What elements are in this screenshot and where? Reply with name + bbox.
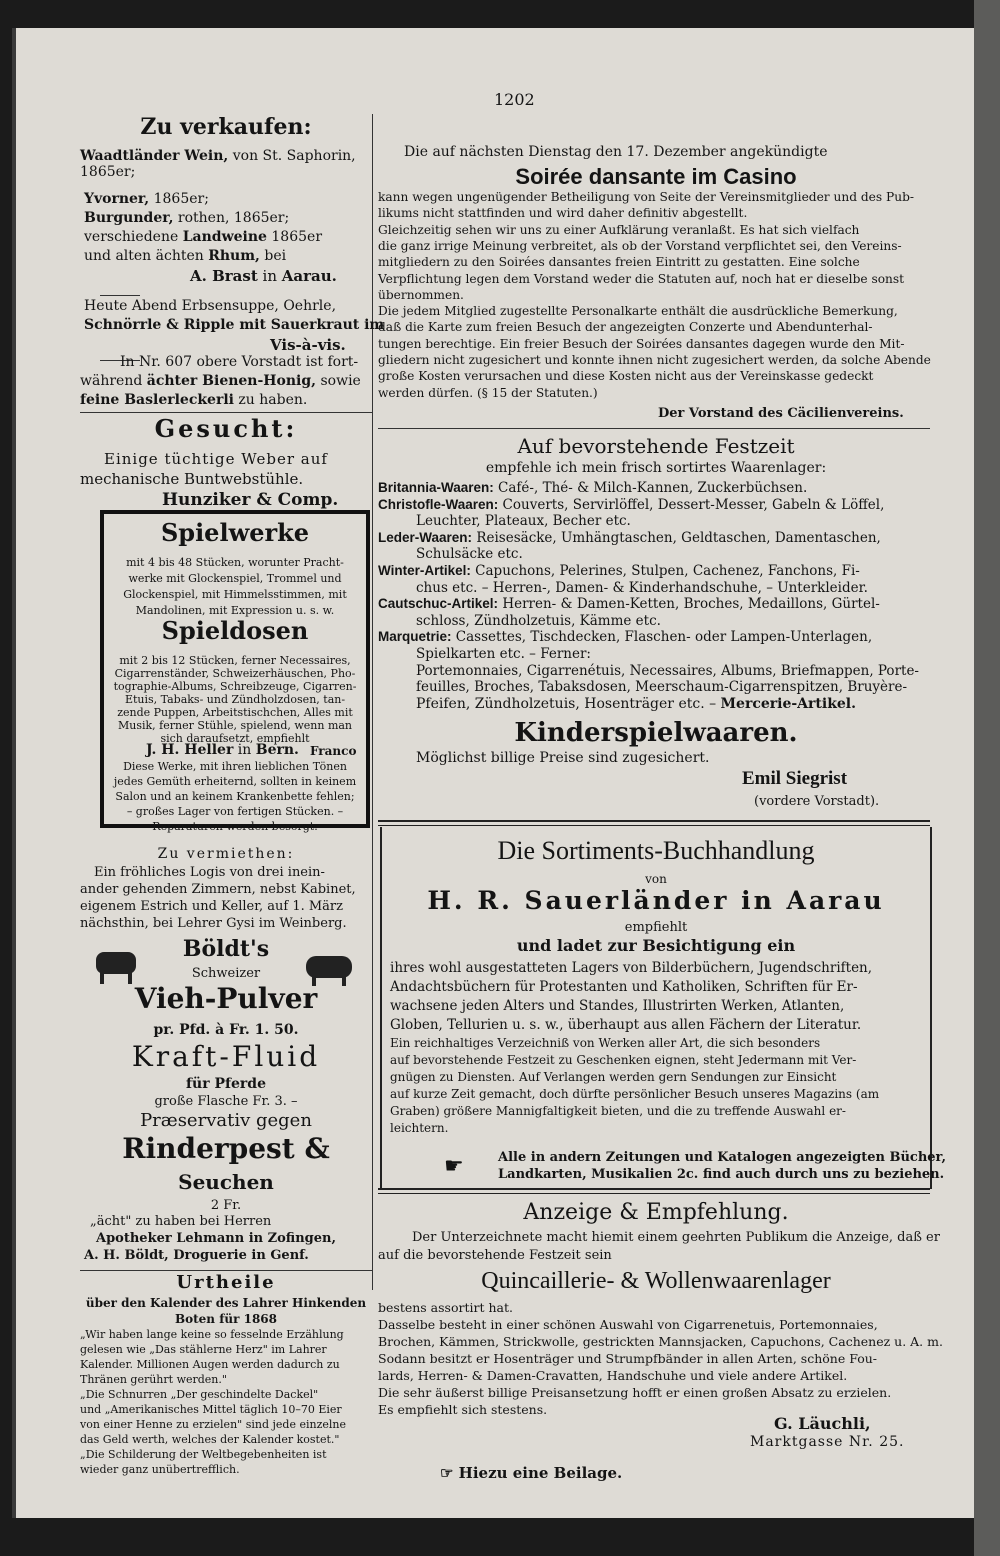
boldt-line-2: Apotheker Lehmann in Zofingen, xyxy=(96,1231,337,1246)
text-line: Es empfiehlt sich stestens. xyxy=(378,1402,548,1417)
boldt-product: Vieh-Pulver xyxy=(134,982,318,1015)
text-line: kann wegen ungenügender Betheiligung von Seite der Vereinsmitglieder und des Pub- xyxy=(378,190,914,204)
boldt-seuchen: Seuchen xyxy=(178,1170,274,1194)
festzeit-item-label: Cautschuc-Artikel: xyxy=(378,596,499,612)
pointing-hand-icon: ☞ xyxy=(440,1464,459,1482)
text-line: übernommen. xyxy=(378,287,464,302)
text-line: auf bevorstehende Festzeit zu Geschenken eignen, steht Jedermann mit Ver- xyxy=(390,1053,857,1067)
text-line: gelesen wie „Das stählerne Herz" im Lahrer xyxy=(80,1343,327,1356)
page-number: 1202 xyxy=(494,90,535,109)
buchhandlung-name: H. R. Sauerländer in Aarau xyxy=(427,886,885,915)
festzeit-address: (vordere Vorstadt). xyxy=(754,794,880,809)
buchhandlung-p3-line-2: Landkarten, Musikalien 2c. find auch durch uns zu beziehen. xyxy=(498,1167,945,1182)
verkaufen-line-5: und alten ächten Rhum, bei xyxy=(84,248,287,264)
boldt-line-3: A. H. Böldt, Droguerie in Genf. xyxy=(84,1248,309,1263)
text-line: mit 4 bis 48 Stücken, worunter Pracht- xyxy=(126,556,344,569)
festzeit-name: Emil Siegrist xyxy=(742,768,848,789)
festzeit-item-label: Marquetrie: xyxy=(378,629,452,645)
urtheile-title: Urtheile xyxy=(176,1272,276,1293)
text-line: jedes Gemüth erheiternd, sollten in keinem xyxy=(113,775,357,788)
text-line: die ganz irrige Meinung verbreitet, als ob der Vorstand verpflichtet sei, den Vereins- xyxy=(378,238,902,253)
column-divider xyxy=(372,114,373,1290)
soiree-signature: Der Vorstand des Cäcilienvereins. xyxy=(658,406,904,421)
text-line: Die jedem Mitglied zugestellte Personalkarte enthält die ausdrückliche Bemerkung, xyxy=(378,304,898,319)
kinderspielwaaren: Kinderspielwaaren. xyxy=(514,718,798,748)
anzeige-line-2: auf die bevorstehende Festzeit sein xyxy=(378,1248,612,1263)
gesucht-title: Gesucht: xyxy=(154,414,298,443)
soiree-intro: Die auf nächsten Dienstag den 17. Dezember angekündigte xyxy=(404,144,828,160)
festzeit-item xyxy=(416,646,591,662)
honig-line-3: feine Baslerleckerli zu haben. xyxy=(80,392,308,408)
scan-edge xyxy=(974,0,1000,1556)
text-line: auf kurze Zeit gemacht, doch dürfte persönlicher Besuch unseres Magazins (am xyxy=(390,1087,880,1101)
verkaufen-line-2: Yvorner, 1865er; xyxy=(84,191,209,207)
festzeit-item xyxy=(416,513,631,529)
verkaufen-line-3: Burgunder, rothen, 1865er; xyxy=(84,210,290,226)
festzeit-item-text: feuilles, Broches, Tabaksdosen, Meerschaum-Cigarrenspitzen, Bruyère- xyxy=(416,679,908,696)
verkaufen-line-1: Waadtländer Wein, von St. Saphorin, 1865er; xyxy=(80,148,356,180)
festzeit-item xyxy=(416,679,907,695)
text-line: Thränen gerührt werden." xyxy=(80,1373,227,1386)
festzeit-item-text: Portemonnaies, Cigarrenétuis, Necessaires, Albums, Briefmappen, Porte- xyxy=(416,662,919,679)
festzeit-item-label: Winter-Artikel: xyxy=(378,563,471,578)
boldt-praes: Præservativ gegen xyxy=(140,1110,312,1131)
festzeit-item-text: Leuchter, Plateaux, Becher etc. xyxy=(416,513,631,530)
text-line: sich daraufsetzt, empfiehlt xyxy=(160,732,310,745)
festzeit-item-text: Café-, Thé- & Milch-Kannen, Zuckerbüchsen. xyxy=(493,480,808,496)
soiree-title: Soirée dansante im Casino xyxy=(515,164,797,189)
boldt-name: Böldt's xyxy=(182,936,270,962)
boldt-rinderpest: Rinderpest & xyxy=(122,1132,330,1165)
vermiethen-line-3: eigenem Estrich und Keller, auf 1. März xyxy=(80,899,343,914)
text-line: daß die Karte zum freien Besuch der angezeigten Conzerte und Abendunterhal- xyxy=(378,320,873,335)
festzeit-item-text: Cassettes, Tischdecken, Flaschen- oder Lampen-Unterlagen, xyxy=(451,629,873,646)
text-line: werke mit Glockenspiel, Trommel und xyxy=(128,572,342,585)
festzeit-item-label: Leder-Waaren: xyxy=(378,529,473,545)
rule xyxy=(378,428,930,429)
text-line: Andachtsbüchern für Protestanten und Katholiken, Schriften für Er- xyxy=(390,979,858,995)
text-line: Ein reichhaltiges Verzeichniß von Werken aller Art, die sich besonders xyxy=(390,1036,821,1050)
boldt-price-2: große Flasche Fr. 3. – xyxy=(154,1094,298,1109)
text-line: werden dürfen. (§ 15 der Statuten.) xyxy=(378,385,598,400)
text-line: gliedern nicht zugesichert und konnte ihnen nicht zugesichert werden, da solche Abende xyxy=(378,353,931,367)
festzeit-item xyxy=(378,596,880,612)
rule xyxy=(100,295,140,296)
festzeit-item-text: Capuchons, Pelerines, Stulpen, Cachenez, Fanchons, Fi- xyxy=(470,563,860,579)
boldt-kraft: Kraft-Fluid xyxy=(131,1040,321,1073)
anzeige-line-1: Der Unterzeichnete macht hiemit einem geehrten Publikum die Anzeige, daß er xyxy=(412,1230,940,1245)
text-line: Kalender. Millionen Augen werden dadurch zu xyxy=(80,1358,340,1371)
festzeit-item xyxy=(378,629,872,645)
text-line: tographie-Albums, Schreibzeuge, Cigarren- xyxy=(113,680,357,693)
text-line: lards, Herren- & Damen-Cravatten, Handschuhe und viele andere Artikel. xyxy=(378,1368,848,1383)
festzeit-item-text: Schulsäcke etc. xyxy=(416,546,523,563)
soup-line-1: Heute Abend Erbsensuppe, Oehrle, xyxy=(84,298,337,314)
text-line: Etuis, Tabaks- und Zündholzdosen, tan- xyxy=(124,693,346,706)
festzeit-item-text: chus etc. – Herren-, Damen- & Kinderhandschuhe, – Unterkleider. xyxy=(416,579,868,596)
rule xyxy=(80,412,372,413)
urtheile-sub-1: über den Kalender des Lahrer Hinkenden xyxy=(85,1296,367,1310)
ornament-rule-top xyxy=(378,820,930,826)
text-line: gnügen zu Diensten. Auf Verlangen werden gern Sendungen zur Einsicht xyxy=(390,1070,837,1084)
anzeige-name: G. Läuchli, xyxy=(774,1414,871,1433)
text-line: mitgliedern zu den Soirées dansantes freien Eintritt zu gestatten. Eine solche xyxy=(378,255,860,270)
gesucht-firm: Hunziker & Comp. xyxy=(162,490,339,510)
vermiethen-title: Zu vermiethen: xyxy=(157,846,295,862)
festzeit-item-text: Couverts, Servirlöffel, Dessert-Messer, Gabeln & Löffel, xyxy=(498,496,885,513)
festzeit-item-text: Reisesäcke, Umhängtaschen, Geldtaschen, Damentaschen, xyxy=(472,529,881,546)
text-line: Gleichzeitig sehen wir uns zu einer Aufklärung veranlaßt. Es hat sich vielfach xyxy=(378,222,860,237)
text-line: „Wir haben lange keine so fesselnde Erzählung xyxy=(80,1328,344,1341)
text-line: Verpflichtung legen dem Vorstand weder die Statuten auf, noch hat er dieselbe sonst xyxy=(378,271,905,286)
text-line: mit 2 bis 12 Stücken, ferner Necessaires, xyxy=(119,654,351,667)
gesucht-line-2: mechanische Buntwebstühle. xyxy=(80,470,304,488)
text-line: likums nicht stattfinden und wird daher definitiv abgestellt. xyxy=(378,206,748,221)
buchhandlung-empfiehlt: empfiehlt xyxy=(624,920,688,935)
text-line: tungen berechtige. Ein freier Besuch der Soirées dansantes dagegen wurde den Mit- xyxy=(378,336,905,351)
soup-line-2: Schnörrle & Ripple mit Sauerkraut im xyxy=(84,317,385,333)
festzeit-item xyxy=(378,563,860,579)
festzeit-item xyxy=(378,530,881,546)
text-line: Mandolinen, mit Expression u. s. w. xyxy=(135,604,335,617)
boldt-price-3: 2 Fr. xyxy=(210,1198,242,1213)
festzeit-item-label: Christofle-Waaren: xyxy=(378,496,499,512)
rule xyxy=(80,1270,372,1271)
text-line: Diese Werke, mit ihren lieblichen Tönen xyxy=(123,760,347,773)
text-line: Die sehr äußerst billige Preisansetzung hofft er einen großen Absatz zu erzielen. xyxy=(378,1385,892,1400)
text-line: Graben) größere Mannigfaltigkeit bieten, und die zu treffende Auswahl er- xyxy=(390,1104,846,1118)
text-line: wachsene jeden Alters und Standes, Illustrirten Werken, Atlanten, xyxy=(390,998,845,1014)
text-line: das Geld werth, welches der Kalender kostet." xyxy=(80,1433,340,1446)
festzeit-item xyxy=(416,546,523,562)
festzeit-last-line: Pfeifen, Zündholzetuis, Hosenträger etc. – Mercerie-Artikel. xyxy=(416,696,856,712)
newspaper-page xyxy=(12,28,974,1518)
festzeit-item xyxy=(378,480,807,496)
text-line: ihres wohl ausgestatteten Lagers von Bilderbüchern, Jugendschriften, xyxy=(390,960,873,976)
text-line: Glockenspiel, mit Himmelsstimmen, mit xyxy=(123,588,347,601)
spielwerke-seller: J. H. Heller in Bern. xyxy=(146,742,299,758)
text-line: Salon und an keinem Krankenbette fehlen; xyxy=(115,790,355,803)
vermiethen-line-1: Ein fröhliches Logis von drei inein- xyxy=(94,865,325,880)
text-line: zende Puppen, Arbeitstischchen, Alles mit xyxy=(117,706,353,719)
festzeit-item-text: Spielkarten etc. – Ferner: xyxy=(416,646,591,662)
text-line: Musik, ferner Stühle, spielend, wenn man xyxy=(117,719,353,732)
anzeige-address: Marktgasse Nr. 25. xyxy=(750,1434,905,1450)
festzeit-item xyxy=(416,613,661,629)
text-line: „Die Schnurren „Der geschindelte Dackel" xyxy=(80,1388,319,1401)
anzeige-big: Quincaillerie- & Wollenwaarenlager xyxy=(481,1268,831,1294)
festzeit-item-text: schloss, Zündholzetuis, Kämme etc. xyxy=(416,612,661,629)
festzeit-item xyxy=(416,663,919,679)
buchhandlung-ladet: und ladet zur Besichtigung ein xyxy=(516,936,796,955)
boldt-sub: Schweizer xyxy=(191,966,261,981)
text-line: „Die Schilderung der Weltbegebenheiten ist xyxy=(80,1448,327,1461)
text-line: Globen, Tellurien u. s. w., überhaupt aus allen Fächern der Literatur. xyxy=(390,1017,862,1033)
gesucht-line-1: Einige tüchtige Weber auf xyxy=(104,450,328,468)
festzeit-item xyxy=(378,497,884,513)
pointing-hand-icon: ☛ xyxy=(444,1154,464,1179)
festzeit-preise: Möglichst billige Preise sind zugesichert. xyxy=(416,750,710,766)
text-line: – großes Lager von fertigen Stücken. – xyxy=(126,805,344,818)
text-line: wieder ganz unübertrefflich. xyxy=(80,1463,240,1476)
beilage-note: ☞ Hiezu eine Beilage. xyxy=(440,1464,623,1482)
text-line: Dasselbe besteht in einer schönen Auswahl von Cigarrenetuis, Portemonnaies, xyxy=(378,1317,878,1332)
festzeit-item xyxy=(416,580,868,596)
text-line: Cigarrenständer, Schweizerhäuschen, Pho- xyxy=(114,667,356,680)
boldt-fuer: für Pferde xyxy=(186,1076,266,1092)
festzeit-item-text: Herren- & Damen-Ketten, Broches, Medaillons, Gürtel- xyxy=(498,596,880,613)
boldt-line-1: „ächt" zu haben bei Herren xyxy=(90,1214,272,1229)
festzeit-item-label: Britannia-Waaren: xyxy=(378,480,494,495)
buchhandlung-p3-line-1: Alle in andern Zeitungen und Katalogen angezeigten Bücher, xyxy=(498,1150,946,1165)
urtheile-sub-2: Boten für 1868 xyxy=(174,1312,277,1326)
text-line: bestens assortirt hat. xyxy=(378,1300,513,1315)
text-line: von einer Henne zu erzielen" sind jede einzelne xyxy=(80,1418,346,1431)
vermiethen-line-4: nächsthin, bei Lehrer Gysi im Weinberg. xyxy=(80,916,347,931)
vermiethen-line-2: ander gehenden Zimmern, nebst Kabinet, xyxy=(80,882,356,897)
verkaufen-seller: A. Brast in Aarau. xyxy=(190,267,337,285)
text-line: leichtern. xyxy=(390,1121,449,1135)
text-line: Reparaturen werden besorgt. xyxy=(152,820,318,833)
buchhandlung-von: von xyxy=(645,872,667,886)
text-line: Brochen, Kämmen, Strickwolle, gestrickten Mannsjacken, Capuchons, Cachenez u. A. m. xyxy=(378,1334,943,1349)
soup-line-3: Vis-à-vis. xyxy=(270,336,346,354)
anzeige-title: Anzeige & Empfehlung. xyxy=(523,1200,789,1225)
text-line: große Kosten verursachen und diese Kosten nicht aus der Vereinskasse gedeckt xyxy=(378,369,874,384)
verkaufen-line-4: verschiedene Landweine 1865er xyxy=(84,229,323,245)
festzeit-intro: empfehle ich mein frisch sortirtes Waarenlager: xyxy=(485,460,827,476)
text-line: Sodann besitzt er Hosenträger und Strumpfbänder in allen Arten, schöne Fou- xyxy=(378,1351,878,1366)
honig-line-1: In Nr. 607 obere Vorstadt ist fort- xyxy=(120,354,359,370)
buchhandlung-title: Die Sortiments-Buchhandlung xyxy=(497,836,815,865)
verkaufen-title: Zu verkaufen: xyxy=(140,114,312,140)
ornament-rule-bottom xyxy=(378,1188,930,1194)
spielwerke-franco: Franco xyxy=(310,744,357,758)
honig-line-2: während ächter Bienen-Honig, sowie xyxy=(80,373,361,389)
spielwerke-title: Spielwerke xyxy=(160,518,310,547)
text-line: und „Amerikanisches Mittel täglich 10–70 Eier xyxy=(80,1403,342,1416)
spieldosen-title: Spieldosen xyxy=(161,616,309,645)
boldt-price-1: pr. Pfd. à Fr. 1. 50. xyxy=(153,1022,299,1038)
festzeit-title: Auf bevorstehende Festzeit xyxy=(517,434,795,458)
